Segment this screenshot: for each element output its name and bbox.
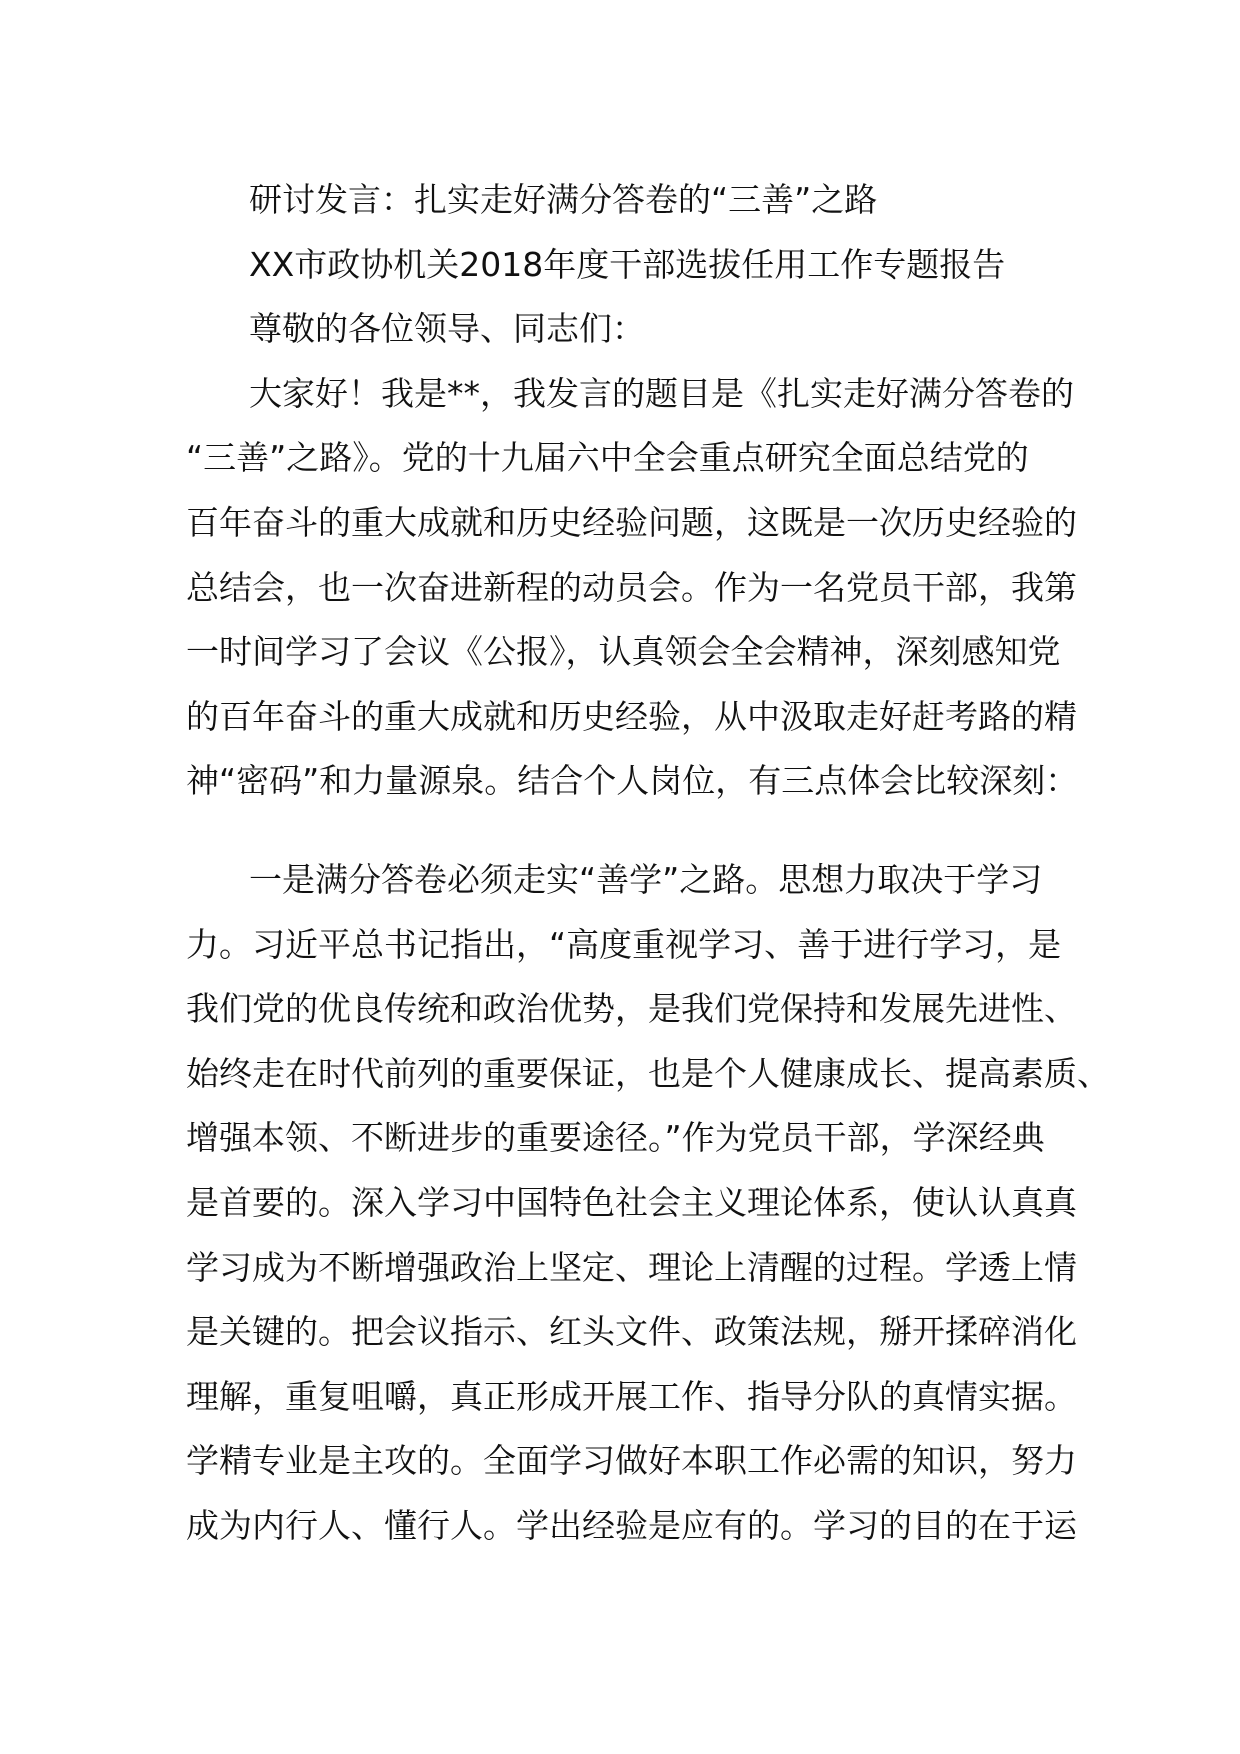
paragraph-line: 始终走在时代前列的重要保证，也是个人健康成长、提高素质、 [186,1053,1110,1093]
paragraph-line: 总结会，也一次奋进新程的动员会。作为一名党员干部，我第 [186,567,1077,607]
speech-title: 研讨发言：扎实走好满分答卷的“三善”之路 [249,180,878,219]
salutation: 尊敬的各位领导、同志们： [249,309,645,349]
paragraph-line: 增强本领、不断进步的重要途径。”作为党员干部，学深经典 [186,1118,1045,1158]
paragraph-line: 学精专业是主攻的。全面学习做好本职工作必需的知识，努力 [186,1441,1077,1481]
paragraph-line: 是首要的。深入学习中国特色社会主义理论体系，使认认真真 [186,1182,1077,1222]
paragraph-line: 理解，重复咀嚼，真正形成开展工作、指导分队的真情实据。 [186,1376,1077,1416]
paragraph-line: 神“密码”和力量源泉。结合个人岗位，有三点体会比较深刻： [186,761,1079,801]
paragraph-line: 的百年奋斗的重大成就和历史经验，从中汲取走好赶考路的精 [186,696,1077,736]
paragraph-line: 我们党的优良传统和政治优势，是我们党保持和发展先进性、 [186,989,1077,1029]
paragraph-line: 一是满分答卷必须走实“善学”之路。思想力取决于学习 [249,859,1043,899]
section-one-paragraph [186,848,1110,1559]
paragraph-spacer [186,814,1056,848]
paragraph-line: 百年奋斗的重大成就和历史经验问题，这既是一次历史经验的 [186,502,1077,542]
report-title: XX市政协机关2018年度干部选拔任用工作专题报告 [249,244,1006,284]
paragraph-line: 成为内行人、懂行人。学出经验是应有的。学习的目的在于运 [186,1505,1077,1545]
document-body [186,168,1110,1558]
paragraph-line: 一时间学习了会议《公报》，认真领会全会精神，深刻感知党 [186,632,1061,672]
paragraph-line: 学习成为不断增强政治上坚定、理论上清醒的过程。学透上情 [186,1247,1077,1287]
paragraph-line: 是关键的。把会议指示、红头文件、政策法规，掰开揉碎消化 [186,1312,1077,1352]
paragraph-line: “三善”之路》。党的十九届六中全会重点研究全面总结党的 [186,438,1029,478]
paragraph-line: 力。习近平总书记指出，“高度重视学习、善于进行学习，是 [186,924,1062,964]
paragraph-line: 大家好！我是**，我发言的题目是《扎实走好满分答卷的 [249,373,1074,413]
intro-paragraph [186,362,1079,814]
